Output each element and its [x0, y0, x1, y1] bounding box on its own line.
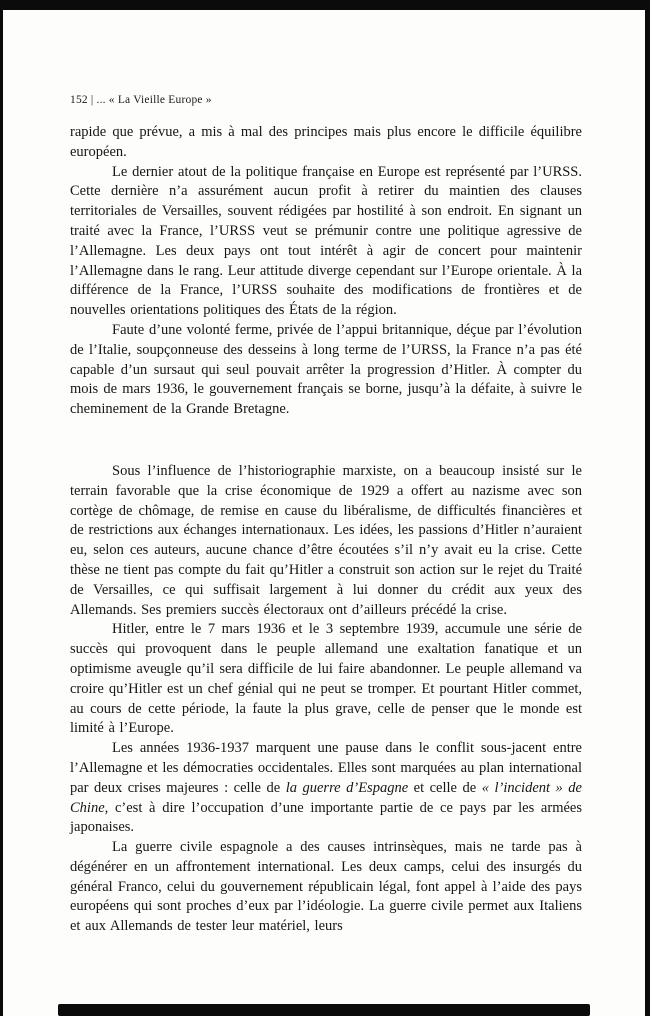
paragraph-text: c’est à dire l’occupation d’une importante partie de ce pays par les armées japonaises. [70, 799, 582, 836]
scan-edge-bottom [58, 1004, 590, 1016]
paragraph-text: rapide que prévue, a mis à mal des principes mais plus encore le difficile équilibre européen. [70, 124, 582, 160]
paragraph-text: Les années 1936-1937 marquent une pause dans le conflit sous-jacent entre l’Allemagne et les démocraties occidentales. Elles sont marquées au plan international par deux crises majeures : celle de [70, 740, 582, 796]
section-break [70, 420, 582, 462]
body-paragraph-urss [70, 163, 582, 321]
page-content [70, 94, 582, 937]
paragraph-text: Sous l’influence de l’historiographie marxiste, on a beaucoup insisté sur le terrain favorable que la crise économique de 1929 a offert au nazisme avec son cortège de chômage, de remise en cause du libéralisme, de difficultés financières et de restrictions aux échanges internationaux. Les idées, les passions d’Hitler n’auraient eu, selon ces auteurs, aucune chance d’être écoutées s’il n’y avait eu la crise. Cette thèse ne tient pas compte du fait qu’Hitler a construit son action sur le rejet du Traité de Versailles, ce qui suffisait largement à lui donner du crédit aux yeux des Allemands. Ses premiers succès électoraux ont d’ailleurs précédé la crise. [70, 462, 582, 618]
scan-edge-top [0, 0, 650, 10]
running-header [70, 94, 582, 106]
page-number-and-title: 152 | ... « La Vieille Europe » [70, 94, 212, 106]
paragraph-text: et celle de [408, 779, 482, 796]
body-paragraph-faute [70, 321, 582, 420]
italic-title-guerre-espagne: la guerre d’Espagne [285, 779, 409, 796]
paragraph-text: Le dernier atout de la politique française en Europe est représenté par l’URSS. Cette dernière n’a assurément aucun profit à retirer du maintien des clauses territoriales de Versailles, souvent rédigées par hostilité à son endroit. En signant un traité avec la France, l’URSS veut se prémunir contre une politique agressive de l’Allemagne. Les deux pays ont tout intérêt à agir de concert pour maintenir l’Allemagne dans le rang. Leur attitude diverge cependant sur l’Europe orientale. À la différence de la France, l’URSS souhaite des modifications de frontières et de nouvelles orientations politiques des États de la région. [70, 163, 582, 319]
body-paragraph-continuation [70, 123, 582, 163]
scan-edge-left [0, 0, 3, 1016]
body-paragraph-marxiste [70, 462, 582, 620]
paragraph-text: Hitler, entre le 7 mars 1936 et le 3 septembre 1939, accumule une série de succès qui provoquent dans le peuple allemand une exaltation fanatique et un optimisme aveugle qu’il sera difficile de lui faire abandonner. Le peuple allemand va croire qu’Hitler est un chef génial qui ne peut se tromper. Et pourtant Hitler commet, au cours de cette période, la faute la plus grave, celle de penser que le monde est limité à l’Europe. [70, 621, 582, 737]
body-paragraph-hitler-succes [70, 620, 582, 739]
italic-title-incident-chine: « l’incident » de Chine, [70, 779, 582, 816]
paragraph-text: Faute d’une volonté ferme, privée de l’appui britannique, déçue par l’évolution de l’Italie, soupçonneuse des desseins à long terme de l’URSS, la France n’a pas été capable d’un sursaut qui seul pouvait arrêter la progression d’Hitler. À compter du mois de mars 1936, le gouvernement français se borne, jusqu’à la défaite, à suivre le cheminement de la Grande Bretagne. [70, 321, 582, 418]
scan-edge-right [645, 0, 650, 1016]
body-paragraph-crises [70, 739, 582, 838]
body-paragraph-guerre-civile [70, 838, 582, 937]
paragraph-text: La guerre civile espagnole a des causes intrinsèques, mais ne tarde pas à dégénérer en un affrontement international. Les deux camps, celui des insurgés du général Franco, celui du gouvernement républicain légal, font appel à l’aide des pays européens qui sont proches d’eux par l’idéologie. La guerre civile permet aux Italiens et aux Allemands de tester leur matériel, leurs [70, 839, 582, 935]
